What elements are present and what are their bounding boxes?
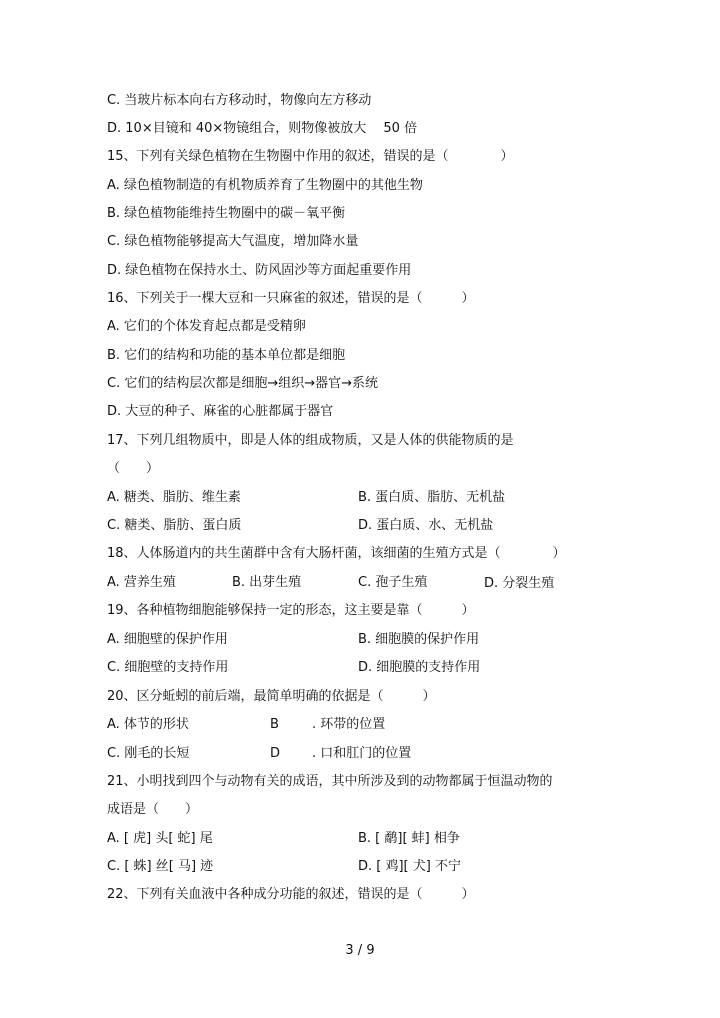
question-16: 16、下列关于一棵大豆和一只麻雀的叙述，错误的是（ ）: [107, 291, 475, 306]
question-21-continuation: 成语是（ ）: [107, 802, 199, 817]
question-20-option-b-text: . 环带的位置: [312, 717, 386, 732]
question-15: 15、下列有关绿色植物在生物圈中作用的叙述，错误的是（ ）: [107, 149, 514, 164]
question-15-option-c: C. 绿色植物能够提高大气温度，增加降水量: [107, 234, 359, 249]
question-20-option-b-letter: B: [270, 717, 279, 732]
question-18-option-c: C. 孢子生殖: [358, 575, 428, 590]
question-21-option-b: B. [ 鹬][ 蚌] 相争: [358, 831, 460, 846]
question-21-option-d: D. [ 鸡][ 犬] 不宁: [358, 859, 461, 874]
question-20: 20、区分蚯蚓的前后端，最简单明确的依据是（ ）: [107, 689, 436, 704]
question-19: 19、各种植物细胞能够保持一定的形态，这主要是靠（ ）: [107, 603, 475, 618]
question-17-option-d: D. 蛋白质、水、无机盐: [358, 518, 494, 533]
question-17-paren: （ ）: [107, 461, 160, 476]
question-17: 17、下列几组物质中，即是人体的组成物质，又是人体的供能物质的是: [107, 433, 514, 448]
question-16-option-b: B. 它们的结构和功能的基本单位都是细胞: [107, 348, 346, 363]
question-20-option-d-text: . 口和肛门的位置: [312, 746, 412, 761]
question-19-option-b: B. 细胞膜的保护作用: [358, 632, 480, 647]
question-16-option-c: C. 它们的结构层次都是细胞→组织→器官→系统: [107, 376, 379, 391]
question-15-option-a: A. 绿色植物制造的有机物质养育了生物圈中的其他生物: [107, 178, 423, 193]
question-21: 21、小明找到四个与动物有关的成语，其中所涉及到的动物都属于恒温动物的: [107, 774, 553, 789]
question-21-option-c: C. [ 蛛] 丝[ 马] 迹: [107, 859, 214, 874]
question-19-option-d: D. 细胞膜的支持作用: [358, 660, 481, 675]
question-20-option-a: A. 体节的形状: [107, 717, 189, 732]
question-18: 18、人体肠道内的共生菌群中含有大肠杆菌，该细菌的生殖方式是（ ）: [107, 546, 566, 561]
question-18-option-d: D. 分裂生殖: [484, 576, 555, 591]
question-20-option-d-letter: D: [270, 746, 281, 761]
question-19-option-c: C. 细胞壁的支持作用: [107, 660, 229, 675]
option-c: C. 当玻片标本向右方移动时，物像向左方移动: [107, 93, 372, 108]
question-21-option-a: A. [ 虎] 头[ 蛇] 尾: [107, 831, 213, 846]
question-16-option-a: A. 它们的个体发育起点都是受精卵: [107, 319, 306, 334]
question-16-option-d: D. 大豆的种子、麻雀的心脏都属于器官: [107, 404, 334, 419]
question-18-option-a: A. 营养生殖: [107, 575, 176, 590]
question-22: 22、下列有关血液中各种成分功能的叙述，错误的是（ ）: [107, 887, 475, 902]
question-17-option-c: C. 糖类、脂肪、蛋白质: [107, 518, 242, 533]
option-d: D. 10×目镜和 40×物镜组合，则物像被放大 50 倍: [107, 121, 418, 136]
question-17-option-a: A. 糖类、脂肪、维生素: [107, 490, 241, 505]
question-19-option-a: A. 细胞壁的保护作用: [107, 632, 228, 647]
question-15-option-b: B. 绿色植物能维持生物圈中的碳－氧平衡: [107, 206, 346, 221]
question-17-option-b: B. 蛋白质、脂肪、无机盐: [358, 490, 506, 505]
question-18-option-b: B. 出芽生殖: [232, 575, 302, 590]
question-15-option-d: D. 绿色植物在保持水土、防风固沙等方面起重要作用: [107, 263, 412, 278]
question-20-option-c: C. 刚毛的长短: [107, 746, 190, 761]
page-number: 3 / 9: [345, 943, 375, 958]
